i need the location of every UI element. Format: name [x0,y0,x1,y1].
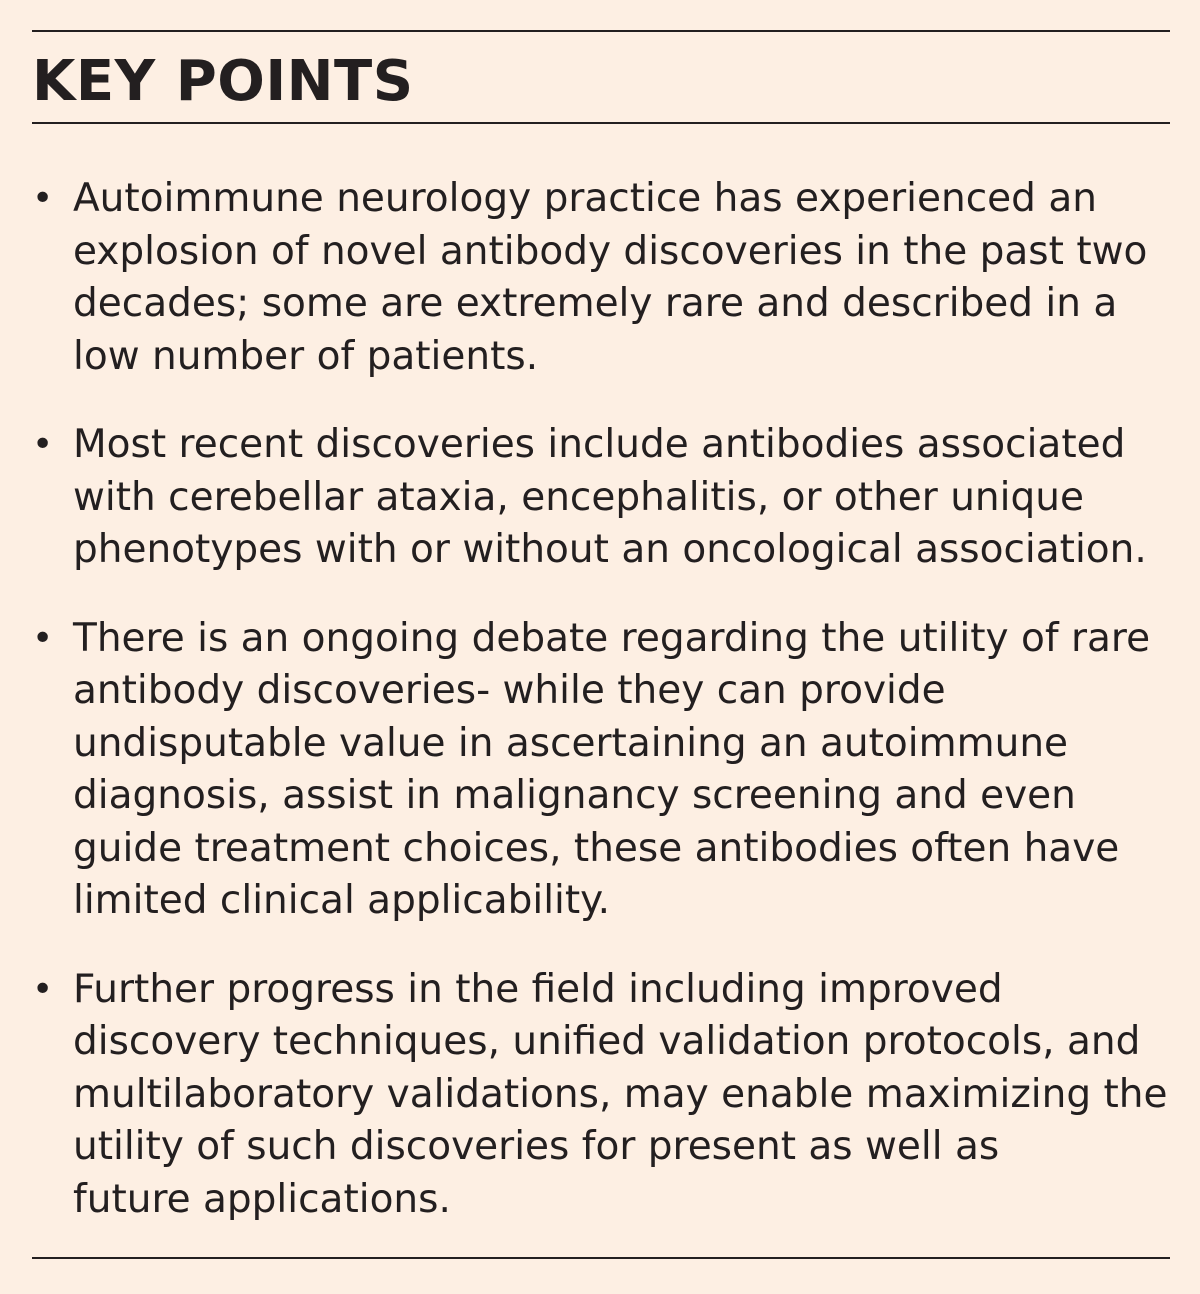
key-point-item [32,173,1170,383]
key-point-line: decades; some are extremely rare and described in a [73,281,1118,326]
key-point-line: multilaboratory validations, may enable maximizing the [73,1071,1168,1117]
key-points-list [32,173,1170,1262]
key-point-line: There is an ongoing debate regarding the utility of rare [73,615,1151,661]
key-point-line: discovery techniques, unified validation protocols, and [73,1019,1141,1064]
key-point-line: Autoimmune neurology practice has experienced an [73,176,1097,221]
title-rule [32,122,1170,124]
bullet-icon: • [32,178,54,219]
key-point-line: utility of such discoveries for present as well as [73,1124,1000,1169]
key-point-item [32,419,1170,577]
bullet-icon: • [32,968,54,1010]
key-point-item [32,613,1170,928]
key-point-line: diagnosis, assist in malignancy screening and even [73,773,1076,818]
bottom-rule [32,1257,1170,1259]
key-point-line: undisputable value in ascertaining an autoimmune [73,720,1069,766]
key-point-line: future applications. [73,1176,451,1222]
key-point-line: limited clinical applicability. [73,878,611,923]
key-points-title: KEY POINTS [32,49,414,114]
key-point-line: explosion of novel antibody discoveries in the past two [73,228,1148,274]
bullet-icon: • [32,617,54,659]
key-point-line: with cerebellar ataxia, encephalitis, or other unique [73,474,1084,520]
key-point-line: guide treatment choices, these antibodies often have [73,825,1120,871]
bullet-icon: • [32,424,54,465]
key-point-line: Further progress in the field including improved [73,966,1003,1012]
key-point-item [32,964,1170,1227]
top-rule [32,30,1170,32]
key-point-line: low number of patients. [73,333,539,379]
key-point-line: antibody discoveries- while they can provide [73,668,946,713]
key-point-line: phenotypes with or without an oncological association. [73,527,1147,572]
key-point-line: Most recent discoveries include antibodies associated [73,422,1126,467]
key-points-box [32,30,1170,1260]
